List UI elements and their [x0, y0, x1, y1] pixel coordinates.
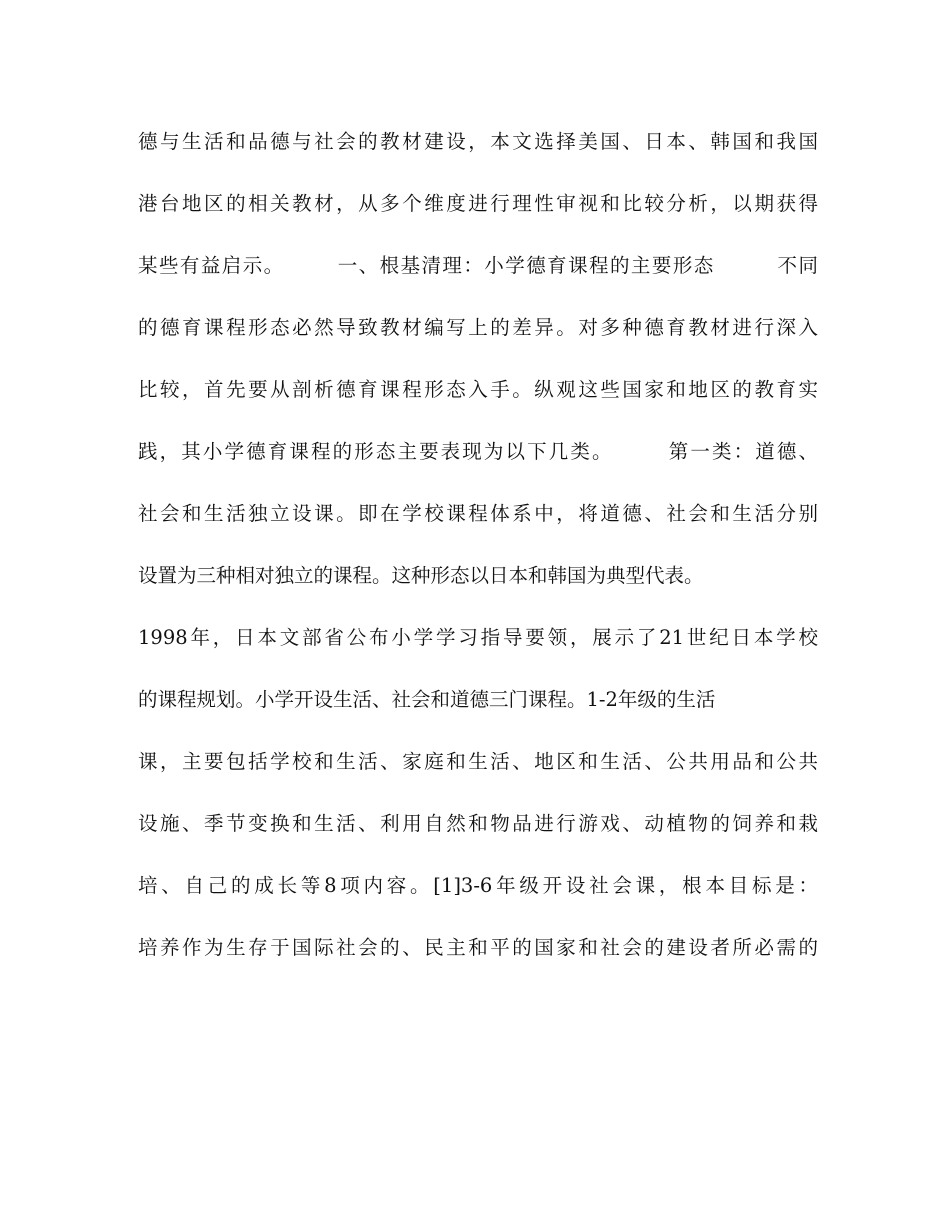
text-line: 设施、季节变换和生活、利用自然和物品进行游戏、动植物的饲养和栽 — [138, 812, 818, 835]
text-line: 设置为三种相对独立的课程。这种形态以日本和韩国为典型代表。 — [138, 564, 704, 587]
text-line: 的课程规划。小学开设生活、社会和道德三门课程。1-2年级的生活 — [138, 688, 716, 711]
body-text — [138, 119, 818, 987]
text-line: 践，其小学德育课程的形态主要表现为以下几类。 第一类：道德、 — [138, 440, 818, 463]
text-line: 港台地区的相关教材，从多个维度进行理性审视和比较分析，以期获得 — [138, 192, 818, 215]
text-line: 某些有益启示。 一、根基清理：小学德育课程的主要形态 不同 — [138, 254, 818, 277]
text-line: 培、自己的成长等8项内容。[1]3-6年级开设社会课，根本目标是： — [138, 874, 818, 897]
text-line: 社会和生活独立设课。即在学校课程体系中，将道德、社会和生活分别 — [138, 502, 818, 525]
text-line: 的德育课程形态必然导致教材编写上的差异。对多种德育教材进行深入 — [138, 316, 818, 339]
text-line: 培养作为生存于国际社会的、民主和平的国家和社会的建设者所必需的 — [138, 936, 818, 959]
text-line: 比较，首先要从剖析德育课程形态入手。纵观这些国家和地区的教育实 — [138, 378, 818, 401]
text-line: 德与生活和品德与社会的教材建设，本文选择美国、日本、韩国和我国 — [138, 130, 818, 153]
text-line: 1998年，日本文部省公布小学学习指导要领，展示了21世纪日本学校 — [138, 626, 818, 649]
text-line: 课，主要包括学校和生活、家庭和生活、地区和生活、公共用品和公共 — [138, 750, 818, 773]
